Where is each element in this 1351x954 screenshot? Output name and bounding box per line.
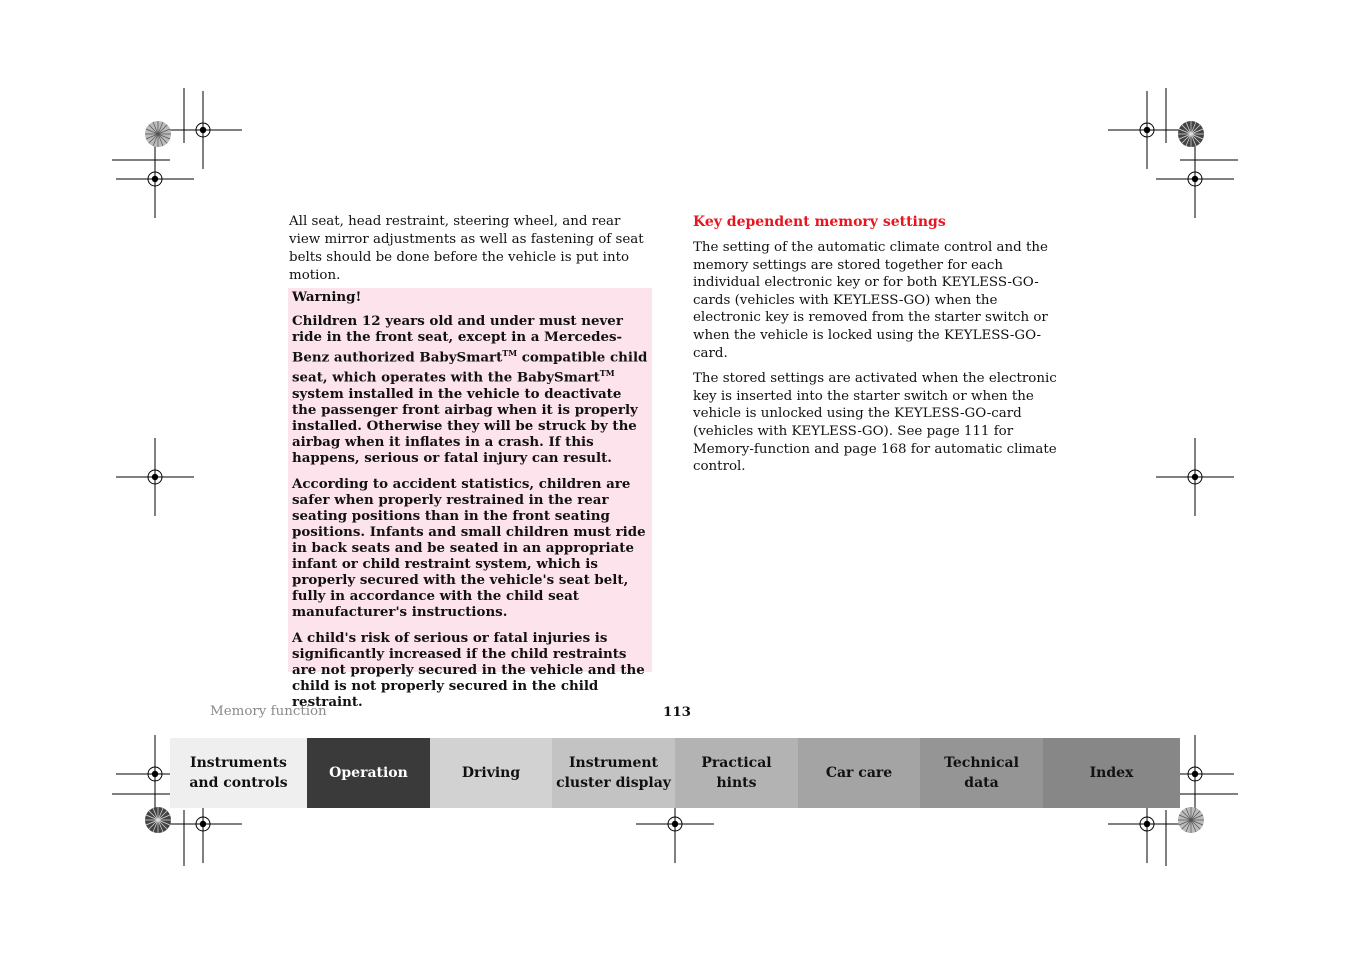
warning-paragraph-2: According to accident statistics, children are safer when properly restrained in the rear seating positions than in the front seating positions. Infants and small children must ride in back seats and be seated in an appropriate infant or child restraint system, which is properly secured with the vehicle's seat belt, fully in accordance with the child seat manufacturer's instructions. xyxy=(292,475,646,620)
tab-label: Instrument cluster display xyxy=(556,755,671,791)
tab-label: Instruments and controls xyxy=(189,755,288,791)
section-heading: Key dependent memory settings xyxy=(693,214,946,230)
tab-label: Technical data xyxy=(944,755,1019,791)
warning-paragraph-1 xyxy=(292,313,650,466)
tab-driving[interactable] xyxy=(430,738,552,808)
tab-instrument-cluster-display[interactable] xyxy=(552,738,675,808)
section-paragraph-1: The setting of the automatic climate control and the memory settings are stored together for each individual electronic key or for both KEYLESS-GO-cards (vehicles with KEYLESS-GO) when the electronic key is removed from the starter switch or when the vehicle is locked using the KEYLESS-GO-card. xyxy=(693,240,1048,361)
tab-car-care[interactable] xyxy=(798,738,920,808)
tab-operation[interactable] xyxy=(307,738,430,808)
footer-section-name: Memory function xyxy=(210,704,327,719)
warning-title: Warning! xyxy=(292,289,362,305)
warning-p1-text-c: system installed in the vehicle to deactivate the passenger front airbag when it is properly installed. Otherwise they will be struck by the airbag when it inflates in a crash. If this happens, serious or fatal injury can result. xyxy=(292,385,638,466)
section-paragraph-2: The stored settings are activated when the electronic key is inserted into the starter switch or when the vehicle is unlocked using the KEYLESS-GO-card (vehicles with KEYLESS-GO). See page 111 for Memory-function and page 168 for automatic climate control. xyxy=(693,371,1057,475)
tab-label: Index xyxy=(1089,765,1134,781)
warning-p1-text-a: Children 12 years old and under must never ride in the front seat, except in a Mercedes-Benz authorized BabySmart xyxy=(292,313,623,366)
memory-settings-section xyxy=(693,213,1063,484)
chapter-tab-bar xyxy=(170,738,1180,808)
tab-label: Practical hints xyxy=(701,755,772,791)
tab-instruments-and-controls[interactable] xyxy=(170,738,307,808)
warning-p1-text-b: compatible child seat, which operates with the BabySmart xyxy=(292,349,648,386)
warning-paragraph-3: A child's risk of serious or fatal injuries is significantly increased if the child restraints are not properly secured in the vehicle and the child is not properly secured in the child restraint. xyxy=(292,629,645,710)
tab-index[interactable] xyxy=(1043,738,1180,808)
intro-paragraph: All seat, head restraint, steering wheel, and rear view mirror adjustments as well as fastening of seat belts should be done before the vehicle is put into motion. xyxy=(289,214,644,283)
tab-practical-hints[interactable] xyxy=(675,738,798,808)
tab-technical-data[interactable] xyxy=(920,738,1043,808)
page-number: 113 xyxy=(663,704,691,720)
trademark-sup-2: TM xyxy=(599,368,615,379)
warning-box xyxy=(288,288,652,710)
trademark-sup-1: TM xyxy=(502,348,518,358)
tab-label: Operation xyxy=(329,765,408,781)
tab-label: Driving xyxy=(461,765,521,781)
tab-label: Car care xyxy=(825,765,893,781)
